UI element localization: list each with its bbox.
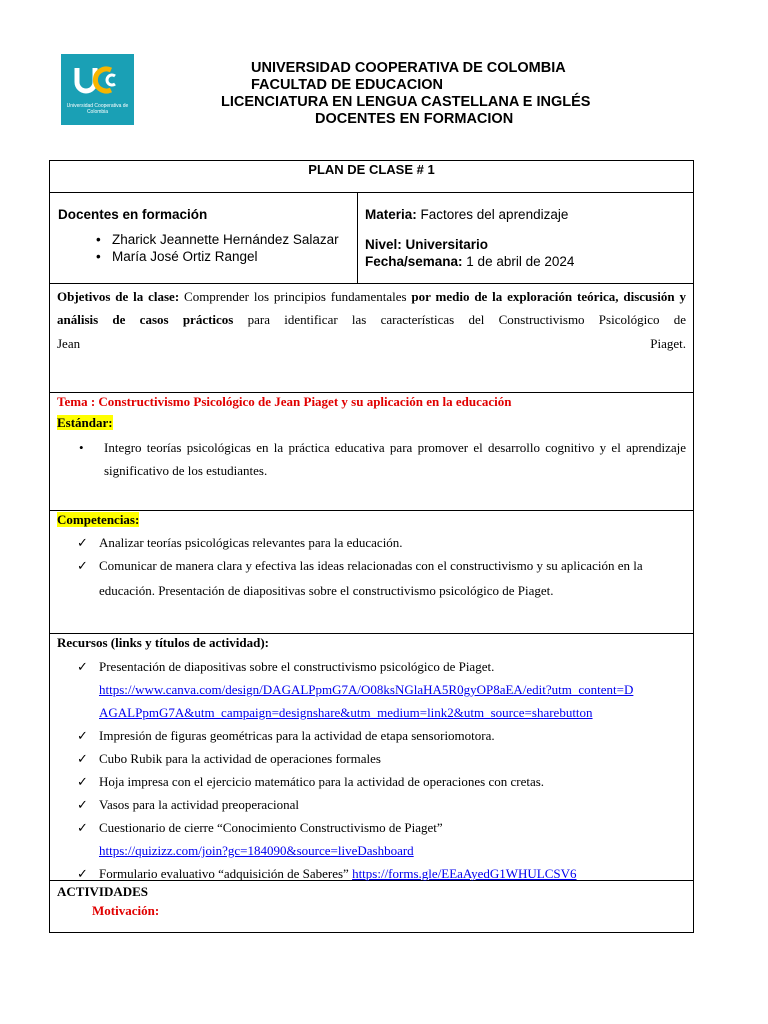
docentes-label: Docentes en formación — [58, 207, 208, 222]
check-icon: ✓ — [77, 751, 88, 766]
estandar-list — [57, 436, 686, 482]
materia-cell — [358, 193, 693, 283]
recurso-item: ✓ Cuestionario de cierre “Conocimiento Constructivismo de Piaget” https://quizizz.com/join?gc=184090&source=liveDashboard — [57, 816, 686, 862]
header-program: LICENCIATURA EN LENGUA CASTELLANA E INGLÉS — [221, 94, 591, 110]
university-logo — [61, 54, 134, 125]
recurso-item: ✓ Presentación de diapositivas sobre el constructivismo psicológico de Piaget. https://www.canva.com/design/DAGALPpmG7A/O08ksNGlaHA5R0gyOP8aEA/edit?utm_content=D AGALPpmG7A&utm_campaign=designshare&utm_medium=link2&utm_source=sharebutton — [57, 655, 686, 724]
tema-title: Tema : Constructivismo Psicológico de Jean Piaget y su aplicación en la educación — [57, 394, 512, 409]
check-icon: ✓ — [77, 558, 88, 573]
check-icon: ✓ — [77, 535, 88, 550]
competencia-item: ✓ Comunicar de manera clara y efectiva las ideas relacionadas con el constructivismo y su aplicación en la educación. Presentación de diapositivas sobre el constructivismo psicológico de Piaget. — [57, 553, 686, 603]
actividades-heading: ACTIVIDADES — [57, 884, 149, 899]
competencias-heading: Competencias: — [57, 512, 140, 527]
nivel-line: Nivel: Universitario — [365, 237, 489, 252]
check-icon: ✓ — [77, 774, 88, 789]
docente-item: • Zharick Jeannette Hernández Salazar — [96, 232, 339, 247]
competencias-list — [57, 533, 686, 603]
objetivos-cell — [50, 284, 693, 393]
check-icon: ✓ — [77, 820, 88, 835]
recursos-list — [57, 655, 686, 885]
check-icon: ✓ — [77, 866, 88, 881]
header-university: UNIVERSIDAD COOPERATIVA DE COLOMBIA — [251, 60, 566, 76]
recurso-item: ✓ Hoja impresa con el ejercicio matemático para la actividad de operaciones con cretas. — [57, 770, 686, 793]
estandar-item: • Integro teorías psicológicas en la práctica educativa para promover el desarrollo cognitivo y el aprendizaje significativo de los estudiantes. — [57, 436, 686, 482]
materia-line: Materia: Factores del aprendizaje — [365, 207, 569, 222]
logo-text: Universidad Cooperativa de Colombia — [66, 103, 129, 115]
competencia-item: ✓ Analizar teorías psicológicas relevantes para la educación. — [57, 533, 686, 553]
plan-title: PLAN DE CLASE # 1 — [50, 161, 693, 193]
fecha-line: Fecha/semana: 1 de abril de 2024 — [365, 254, 575, 269]
header-faculty: FACULTAD DE EDUCACION — [251, 77, 443, 93]
estandar-heading: Estándar: — [57, 415, 113, 430]
motivacion-heading: Motivación: — [92, 903, 160, 918]
recurso-item: ✓ Impresión de figuras geométricas para la actividad de etapa sensoriomotora. — [57, 724, 686, 747]
recursos-heading: Recursos (links y títulos de actividad): — [57, 635, 269, 650]
header-docentes: DOCENTES EN FORMACION — [315, 111, 514, 127]
recurso-item: ✓ Vasos para la actividad preoperacional — [57, 793, 686, 816]
canva-link[interactable]: https://www.canva.com/design/DAGALPpmG7A/O08ksNGlaHA5R0gyOP8aEA/edit?utm_content=D AGALPpmG7A&utm_campaign=designshare&utm_medium=link2&utm_source=sharebutton — [99, 682, 634, 720]
bullet-icon: • — [96, 232, 101, 247]
docente-item: • María José Ortiz Rangel — [96, 249, 258, 264]
recurso-item: ✓ Formulario evaluativo “adquisición de Saberes” https://forms.gle/EEaAyedG1WHULCSV6 — [57, 862, 686, 885]
check-icon: ✓ — [77, 659, 88, 674]
check-icon: ✓ — [77, 797, 88, 812]
bullet-icon: • — [79, 440, 84, 455]
forms-link[interactable]: https://forms.gle/EEaAyedG1WHULCSV6 — [352, 866, 577, 881]
tema-cell — [50, 393, 693, 511]
document-header — [140, 60, 700, 128]
recurso-item: ✓ Cubo Rubik para la actividad de operaciones formales — [57, 747, 686, 770]
objetivos-text: Objetivos de la clase: Comprender los principios fundamentales por medio de la exploración teórica, discusión y análisis de casos prácticos para identificar las características del Constructivismo Psicológico de — [57, 289, 687, 327]
check-icon: ✓ — [77, 728, 88, 743]
bullet-icon: • — [96, 249, 101, 264]
lesson-plan-table — [49, 160, 694, 933]
docentes-cell — [50, 193, 358, 283]
competencias-cell — [50, 511, 693, 634]
recursos-cell — [50, 634, 693, 881]
objetivos-last-line: Jean Piaget. — [57, 336, 686, 351]
info-row — [50, 193, 693, 284]
docentes-list — [67, 231, 357, 265]
quizizz-link[interactable]: https://quizizz.com/join?gc=184090&source=liveDashboard — [99, 843, 414, 858]
actividades-cell — [50, 881, 693, 934]
